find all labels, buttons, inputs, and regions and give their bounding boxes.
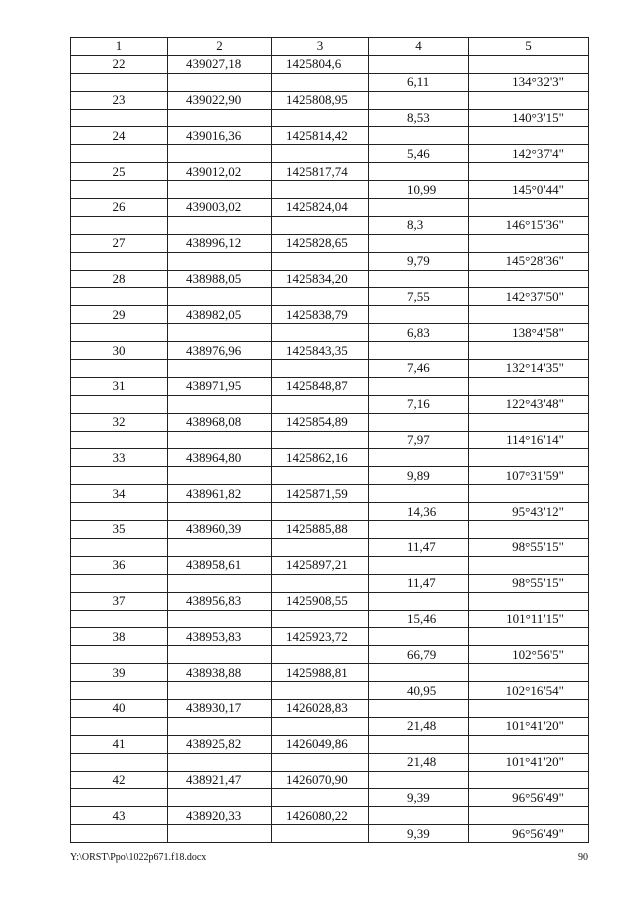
x-coordinate-cell: 438976,96 xyxy=(168,342,272,360)
length-cell xyxy=(369,377,469,395)
x-coordinate-cell xyxy=(168,288,272,306)
length-cell xyxy=(369,771,469,789)
x-coordinate-cell xyxy=(168,503,272,521)
point-number-cell xyxy=(71,753,168,771)
header-x-coordinate: 2 xyxy=(168,38,272,56)
length-cell xyxy=(369,521,469,539)
table-row xyxy=(71,789,589,807)
length-cell: 9,89 xyxy=(369,467,469,485)
length-cell: 8,53 xyxy=(369,109,469,127)
length-cell xyxy=(369,163,469,181)
direction-angle-cell xyxy=(469,342,589,360)
table-row xyxy=(71,199,589,217)
point-number-cell xyxy=(71,646,168,664)
direction-angle-cell xyxy=(469,377,589,395)
direction-angle-cell: 96°56'49" xyxy=(469,825,589,843)
table-row xyxy=(71,360,589,378)
table-row xyxy=(71,610,589,628)
point-number-cell: 26 xyxy=(71,199,168,217)
x-coordinate-cell: 438971,95 xyxy=(168,377,272,395)
point-number-cell xyxy=(71,717,168,735)
table-row xyxy=(71,306,589,324)
x-coordinate-cell xyxy=(168,145,272,163)
table-row xyxy=(71,252,589,270)
y-coordinate-cell xyxy=(272,503,369,521)
x-coordinate-cell: 438982,05 xyxy=(168,306,272,324)
x-coordinate-cell xyxy=(168,181,272,199)
table-row xyxy=(71,234,589,252)
direction-angle-cell xyxy=(469,485,589,503)
table-row xyxy=(71,163,589,181)
y-coordinate-cell: 1426070,90 xyxy=(272,771,369,789)
point-number-cell xyxy=(71,431,168,449)
point-number-cell: 31 xyxy=(71,377,168,395)
point-number-cell xyxy=(71,467,168,485)
length-cell: 7,46 xyxy=(369,360,469,378)
x-coordinate-cell xyxy=(168,360,272,378)
direction-angle-cell: 96°56'49" xyxy=(469,789,589,807)
table-row xyxy=(71,342,589,360)
direction-angle-cell: 101°41'20" xyxy=(469,717,589,735)
table-body xyxy=(71,55,589,842)
table-row xyxy=(71,556,589,574)
direction-angle-cell: 145°0'44" xyxy=(469,181,589,199)
y-coordinate-cell xyxy=(272,181,369,199)
table-row xyxy=(71,109,589,127)
point-number-cell xyxy=(71,574,168,592)
x-coordinate-cell: 438953,83 xyxy=(168,628,272,646)
point-number-cell xyxy=(71,395,168,413)
x-coordinate-cell xyxy=(168,73,272,91)
length-cell xyxy=(369,664,469,682)
direction-angle-cell: 98°55'15" xyxy=(469,538,589,556)
table-row xyxy=(71,628,589,646)
direction-angle-cell: 146°15'36" xyxy=(469,216,589,234)
y-coordinate-cell: 1425817,74 xyxy=(272,163,369,181)
length-cell: 11,47 xyxy=(369,574,469,592)
x-coordinate-cell: 439022,90 xyxy=(168,91,272,109)
y-coordinate-cell: 1426049,86 xyxy=(272,735,369,753)
x-coordinate-cell: 438964,80 xyxy=(168,449,272,467)
y-coordinate-cell xyxy=(272,288,369,306)
length-cell xyxy=(369,592,469,610)
length-cell xyxy=(369,234,469,252)
direction-angle-cell xyxy=(469,127,589,145)
y-coordinate-cell: 1425843,35 xyxy=(272,342,369,360)
table-row xyxy=(71,682,589,700)
direction-angle-cell xyxy=(469,664,589,682)
direction-angle-cell: 107°31'59" xyxy=(469,467,589,485)
table-row xyxy=(71,753,589,771)
y-coordinate-cell: 1425885,88 xyxy=(272,521,369,539)
table-row xyxy=(71,449,589,467)
y-coordinate-cell xyxy=(272,574,369,592)
direction-angle-cell: 95°43'12" xyxy=(469,503,589,521)
point-number-cell: 39 xyxy=(71,664,168,682)
table-row xyxy=(71,377,589,395)
y-coordinate-cell: 1425988,81 xyxy=(272,664,369,682)
direction-angle-cell: 122°43'48" xyxy=(469,395,589,413)
x-coordinate-cell: 438958,61 xyxy=(168,556,272,574)
direction-angle-cell: 114°16'14" xyxy=(469,431,589,449)
x-coordinate-cell xyxy=(168,825,272,843)
table-row xyxy=(71,574,589,592)
point-number-cell xyxy=(71,73,168,91)
length-cell xyxy=(369,413,469,431)
length-cell xyxy=(369,556,469,574)
table-row xyxy=(71,485,589,503)
y-coordinate-cell: 1426028,83 xyxy=(272,699,369,717)
page-number: 90 xyxy=(578,852,588,863)
table-row xyxy=(71,73,589,91)
y-coordinate-cell: 1425804,6 xyxy=(272,55,369,73)
direction-angle-cell xyxy=(469,234,589,252)
table-row xyxy=(71,395,589,413)
x-coordinate-cell xyxy=(168,717,272,735)
y-coordinate-cell xyxy=(272,252,369,270)
point-number-cell xyxy=(71,682,168,700)
y-coordinate-cell: 1425862,16 xyxy=(272,449,369,467)
point-number-cell: 33 xyxy=(71,449,168,467)
x-coordinate-cell: 438930,17 xyxy=(168,699,272,717)
table-row xyxy=(71,807,589,825)
length-cell: 66,79 xyxy=(369,646,469,664)
direction-angle-cell xyxy=(469,91,589,109)
x-coordinate-cell xyxy=(168,216,272,234)
point-number-cell: 25 xyxy=(71,163,168,181)
header-y-coordinate: 3 xyxy=(272,38,369,56)
length-cell xyxy=(369,449,469,467)
point-number-cell: 42 xyxy=(71,771,168,789)
direction-angle-cell: 101°11'15" xyxy=(469,610,589,628)
x-coordinate-cell xyxy=(168,610,272,628)
direction-angle-cell xyxy=(469,413,589,431)
x-coordinate-cell: 438996,12 xyxy=(168,234,272,252)
length-cell xyxy=(369,91,469,109)
y-coordinate-cell: 1425923,72 xyxy=(272,628,369,646)
direction-angle-cell xyxy=(469,55,589,73)
point-number-cell xyxy=(71,288,168,306)
y-coordinate-cell xyxy=(272,109,369,127)
y-coordinate-cell: 1425814,42 xyxy=(272,127,369,145)
point-number-cell: 35 xyxy=(71,521,168,539)
length-cell xyxy=(369,699,469,717)
x-coordinate-cell: 439003,02 xyxy=(168,199,272,217)
point-number-cell xyxy=(71,181,168,199)
table-row xyxy=(71,181,589,199)
length-cell: 14,36 xyxy=(369,503,469,521)
header-point-number: 1 xyxy=(71,38,168,56)
direction-angle-cell xyxy=(469,449,589,467)
length-cell xyxy=(369,628,469,646)
point-number-cell: 27 xyxy=(71,234,168,252)
point-number-cell xyxy=(71,109,168,127)
table-row xyxy=(71,538,589,556)
point-number-cell xyxy=(71,216,168,234)
y-coordinate-cell: 1425908,55 xyxy=(272,592,369,610)
x-coordinate-cell: 439016,36 xyxy=(168,127,272,145)
y-coordinate-cell xyxy=(272,467,369,485)
point-number-cell: 37 xyxy=(71,592,168,610)
y-coordinate-cell xyxy=(272,646,369,664)
direction-angle-cell: 102°16'54" xyxy=(469,682,589,700)
x-coordinate-cell xyxy=(168,574,272,592)
direction-angle-cell xyxy=(469,807,589,825)
x-coordinate-cell: 438960,39 xyxy=(168,521,272,539)
length-cell xyxy=(369,55,469,73)
x-coordinate-cell: 438925,82 xyxy=(168,735,272,753)
x-coordinate-cell xyxy=(168,324,272,342)
y-coordinate-cell xyxy=(272,360,369,378)
length-cell: 21,48 xyxy=(369,717,469,735)
point-number-cell xyxy=(71,145,168,163)
point-number-cell: 29 xyxy=(71,306,168,324)
length-cell: 7,97 xyxy=(369,431,469,449)
length-cell: 9,39 xyxy=(369,789,469,807)
x-coordinate-cell xyxy=(168,431,272,449)
y-coordinate-cell xyxy=(272,73,369,91)
y-coordinate-cell: 1425828,65 xyxy=(272,234,369,252)
y-coordinate-cell: 1425871,59 xyxy=(272,485,369,503)
y-coordinate-cell xyxy=(272,395,369,413)
direction-angle-cell: 134°32'3" xyxy=(469,73,589,91)
x-coordinate-cell xyxy=(168,789,272,807)
table-row xyxy=(71,521,589,539)
table-row xyxy=(71,324,589,342)
point-number-cell: 28 xyxy=(71,270,168,288)
y-coordinate-cell: 1425808,95 xyxy=(272,91,369,109)
table-row xyxy=(71,646,589,664)
y-coordinate-cell: 1425854,89 xyxy=(272,413,369,431)
point-number-cell: 41 xyxy=(71,735,168,753)
length-cell: 8,3 xyxy=(369,216,469,234)
point-number-cell: 38 xyxy=(71,628,168,646)
direction-angle-cell: 138°4'58" xyxy=(469,324,589,342)
x-coordinate-cell: 439027,18 xyxy=(168,55,272,73)
point-number-cell xyxy=(71,538,168,556)
footer-file-path: Y:\ORST\Ppo\1022p671.f18.docx xyxy=(70,852,207,863)
direction-angle-cell: 132°14'35" xyxy=(469,360,589,378)
table-row xyxy=(71,288,589,306)
table-row xyxy=(71,216,589,234)
direction-angle-cell xyxy=(469,199,589,217)
length-cell: 21,48 xyxy=(369,753,469,771)
length-cell xyxy=(369,306,469,324)
x-coordinate-cell xyxy=(168,252,272,270)
direction-angle-cell: 142°37'50" xyxy=(469,288,589,306)
length-cell: 10,99 xyxy=(369,181,469,199)
y-coordinate-cell xyxy=(272,538,369,556)
y-coordinate-cell xyxy=(272,610,369,628)
table-row xyxy=(71,55,589,73)
y-coordinate-cell: 1425838,79 xyxy=(272,306,369,324)
length-cell: 15,46 xyxy=(369,610,469,628)
table-row xyxy=(71,145,589,163)
direction-angle-cell xyxy=(469,306,589,324)
direction-angle-cell: 98°55'15" xyxy=(469,574,589,592)
length-cell xyxy=(369,735,469,753)
table-header-row xyxy=(71,38,589,56)
header-direction-angle: 5 xyxy=(469,38,589,56)
length-cell: 9,79 xyxy=(369,252,469,270)
x-coordinate-cell: 438988,05 xyxy=(168,270,272,288)
point-number-cell xyxy=(71,252,168,270)
point-number-cell xyxy=(71,360,168,378)
y-coordinate-cell xyxy=(272,825,369,843)
length-cell: 9,39 xyxy=(369,825,469,843)
table-row xyxy=(71,717,589,735)
table-row xyxy=(71,467,589,485)
direction-angle-cell xyxy=(469,771,589,789)
length-cell xyxy=(369,199,469,217)
point-number-cell: 36 xyxy=(71,556,168,574)
point-number-cell: 22 xyxy=(71,55,168,73)
table-row xyxy=(71,91,589,109)
table-row xyxy=(71,771,589,789)
length-cell: 11,47 xyxy=(369,538,469,556)
point-number-cell xyxy=(71,324,168,342)
table-row xyxy=(71,503,589,521)
length-cell xyxy=(369,127,469,145)
length-cell: 7,55 xyxy=(369,288,469,306)
length-cell xyxy=(369,270,469,288)
y-coordinate-cell xyxy=(272,324,369,342)
direction-angle-cell: 145°28'36" xyxy=(469,252,589,270)
point-number-cell xyxy=(71,825,168,843)
length-cell xyxy=(369,807,469,825)
x-coordinate-cell xyxy=(168,395,272,413)
direction-angle-cell xyxy=(469,270,589,288)
x-coordinate-cell: 438921,47 xyxy=(168,771,272,789)
point-number-cell: 43 xyxy=(71,807,168,825)
table-row xyxy=(71,413,589,431)
x-coordinate-cell: 439012,02 xyxy=(168,163,272,181)
direction-angle-cell: 140°3'15" xyxy=(469,109,589,127)
table-row xyxy=(71,127,589,145)
length-cell xyxy=(369,342,469,360)
point-number-cell xyxy=(71,789,168,807)
y-coordinate-cell: 1426080,22 xyxy=(272,807,369,825)
x-coordinate-cell xyxy=(168,109,272,127)
y-coordinate-cell: 1425824,04 xyxy=(272,199,369,217)
point-number-cell: 32 xyxy=(71,413,168,431)
length-cell: 7,16 xyxy=(369,395,469,413)
x-coordinate-cell xyxy=(168,646,272,664)
direction-angle-cell xyxy=(469,592,589,610)
x-coordinate-cell xyxy=(168,467,272,485)
y-coordinate-cell xyxy=(272,431,369,449)
y-coordinate-cell xyxy=(272,717,369,735)
y-coordinate-cell: 1425848,87 xyxy=(272,377,369,395)
point-number-cell: 23 xyxy=(71,91,168,109)
point-number-cell xyxy=(71,610,168,628)
table-row xyxy=(71,664,589,682)
direction-angle-cell xyxy=(469,628,589,646)
point-number-cell: 30 xyxy=(71,342,168,360)
direction-angle-cell: 142°37'4" xyxy=(469,145,589,163)
x-coordinate-cell xyxy=(168,682,272,700)
point-number-cell: 34 xyxy=(71,485,168,503)
table-row xyxy=(71,699,589,717)
y-coordinate-cell xyxy=(272,753,369,771)
direction-angle-cell xyxy=(469,735,589,753)
point-number-cell xyxy=(71,503,168,521)
x-coordinate-cell: 438961,82 xyxy=(168,485,272,503)
coordinates-table xyxy=(70,37,589,843)
header-length: 4 xyxy=(369,38,469,56)
y-coordinate-cell xyxy=(272,216,369,234)
table-row xyxy=(71,825,589,843)
y-coordinate-cell xyxy=(272,682,369,700)
length-cell xyxy=(369,485,469,503)
x-coordinate-cell: 438968,08 xyxy=(168,413,272,431)
y-coordinate-cell xyxy=(272,145,369,163)
direction-angle-cell xyxy=(469,556,589,574)
direction-angle-cell: 102°56'5" xyxy=(469,646,589,664)
x-coordinate-cell: 438938,88 xyxy=(168,664,272,682)
direction-angle-cell: 101°41'20" xyxy=(469,753,589,771)
point-number-cell: 24 xyxy=(71,127,168,145)
x-coordinate-cell xyxy=(168,538,272,556)
table-row xyxy=(71,431,589,449)
direction-angle-cell xyxy=(469,521,589,539)
length-cell: 6,83 xyxy=(369,324,469,342)
y-coordinate-cell: 1425834,20 xyxy=(272,270,369,288)
y-coordinate-cell: 1425897,21 xyxy=(272,556,369,574)
direction-angle-cell xyxy=(469,163,589,181)
table-row xyxy=(71,735,589,753)
table-row xyxy=(71,270,589,288)
x-coordinate-cell: 438920,33 xyxy=(168,807,272,825)
x-coordinate-cell xyxy=(168,753,272,771)
length-cell: 5,46 xyxy=(369,145,469,163)
x-coordinate-cell: 438956,83 xyxy=(168,592,272,610)
length-cell: 6,11 xyxy=(369,73,469,91)
y-coordinate-cell xyxy=(272,789,369,807)
direction-angle-cell xyxy=(469,699,589,717)
point-number-cell: 40 xyxy=(71,699,168,717)
table-row xyxy=(71,592,589,610)
length-cell: 40,95 xyxy=(369,682,469,700)
